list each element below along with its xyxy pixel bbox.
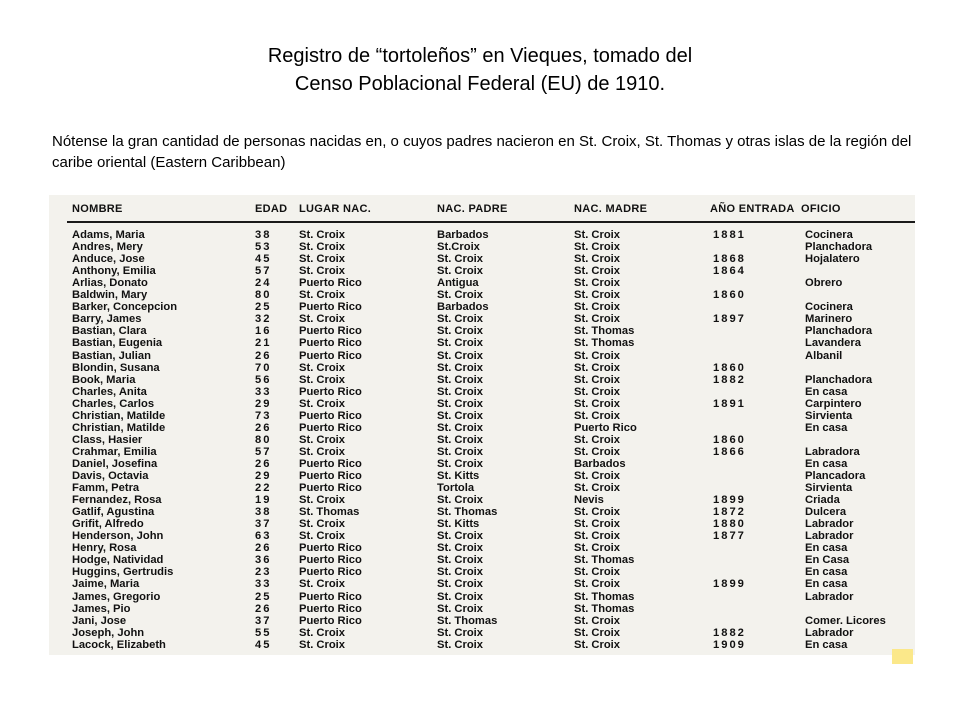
cell-lugar-nac: St. Croix — [299, 229, 346, 241]
cell-oficio: Labrador — [805, 590, 854, 603]
cell-nac-madre: St. Croix — [574, 482, 621, 495]
cell-nac-madre: St. Croix — [574, 542, 621, 555]
cell-nac-padre: St. Croix — [437, 638, 484, 651]
cell-edad: 29 — [255, 397, 272, 410]
cell-nac-padre: Antigua — [437, 277, 479, 290]
cell-edad: 19 — [255, 494, 272, 507]
highlight-marker — [892, 649, 913, 664]
cell-nac-padre: Barbados — [437, 301, 489, 314]
cell-lugar-nac: St. Croix — [299, 253, 346, 266]
cell-lugar-nac: Puerto Rico — [299, 542, 362, 555]
cell-oficio: Dulcera — [805, 506, 847, 519]
cell-edad: 24 — [255, 277, 272, 290]
cell-nac-padre: St. Croix — [437, 578, 484, 591]
cell-oficio: Labrador — [805, 518, 854, 531]
table-row — [49, 350, 915, 362]
cell-ano-entrada: 1882 — [713, 373, 746, 386]
table-row — [49, 410, 915, 422]
cell-oficio: En Casa — [805, 554, 850, 567]
cell-oficio: Cocinera — [805, 229, 853, 241]
cell-nombre: Fernandez, Rosa — [72, 494, 162, 507]
table-row — [49, 506, 915, 518]
cell-nac-madre: St. Croix — [574, 518, 621, 531]
cell-ano-entrada: 1881 — [713, 229, 746, 241]
cell-lugar-nac: Puerto Rico — [299, 566, 362, 579]
cell-lugar-nac: Puerto Rico — [299, 457, 362, 470]
cell-lugar-nac: St. Croix — [299, 397, 346, 410]
cell-lugar-nac: St. Croix — [299, 578, 346, 591]
table-row — [49, 253, 915, 265]
title-line-1: Registro de “tortoleños” en Vieques, tomado del — [267, 45, 693, 67]
cell-lugar-nac: Puerto Rico — [299, 554, 362, 567]
cell-nac-padre: St. Croix — [437, 433, 484, 446]
table-row — [49, 325, 915, 337]
cell-nac-madre: St. Thomas — [574, 337, 635, 350]
table-row — [49, 554, 915, 566]
cell-oficio: Comer. Licores — [805, 614, 886, 627]
cell-nombre: Charles, Anita — [72, 385, 147, 398]
cell-oficio: Lavandera — [805, 337, 861, 350]
cell-nombre: Jaime, Maria — [72, 578, 140, 591]
cell-lugar-nac: St. Croix — [299, 373, 346, 386]
cell-lugar-nac: Puerto Rico — [299, 337, 362, 350]
cell-ano-entrada: 1891 — [713, 397, 746, 410]
cell-nac-madre: St. Croix — [574, 433, 621, 446]
table-row — [49, 470, 915, 482]
cell-edad: 57 — [255, 265, 272, 278]
cell-edad: 38 — [255, 229, 272, 241]
cell-nac-madre: St. Thomas — [574, 325, 635, 338]
cell-oficio: Sirvienta — [805, 409, 853, 422]
cell-lugar-nac: Puerto Rico — [299, 590, 362, 603]
cell-edad: 26 — [255, 421, 272, 434]
table-row — [49, 374, 915, 386]
header-rule — [67, 221, 915, 223]
table-row — [49, 277, 915, 289]
note-paragraph: Nótense la gran cantidad de personas nacidas en, o cuyos padres nacieron en St. Croix, St. Thomas y otras islas de la región del caribe oriental (Eastern Caribbean) — [52, 133, 912, 171]
cell-nac-madre: St. Croix — [574, 385, 621, 398]
table-row — [49, 337, 915, 349]
cell-nac-padre: St. Croix — [437, 265, 484, 278]
cell-nac-madre: St. Thomas — [574, 590, 635, 603]
cell-nac-madre: St. Croix — [574, 361, 621, 374]
table-row — [49, 542, 915, 554]
table-row — [49, 458, 915, 470]
cell-edad: 25 — [255, 590, 272, 603]
cell-oficio: En casa — [805, 542, 848, 555]
cell-nombre: Davis, Octavia — [72, 470, 149, 482]
table-row — [49, 578, 915, 590]
cell-oficio: Planchadora — [805, 325, 873, 338]
cell-edad: 38 — [255, 506, 272, 519]
table-row — [49, 386, 915, 398]
cell-nombre: Hodge, Natividad — [72, 554, 164, 567]
cell-ano-entrada: 1877 — [713, 530, 746, 543]
cell-nombre: Baldwin, Mary — [72, 289, 148, 302]
cell-edad: 36 — [255, 554, 272, 567]
cell-nac-madre: St. Croix — [574, 229, 621, 241]
cell-nombre: Famm, Petra — [72, 482, 140, 495]
cell-lugar-nac: St. Croix — [299, 494, 346, 507]
table-row — [49, 313, 915, 325]
cell-nombre: Anthony, Emilia — [72, 265, 156, 278]
cell-nombre: Crahmar, Emilia — [72, 445, 157, 458]
cell-nombre: James, Gregorio — [72, 590, 161, 603]
cell-oficio: En casa — [805, 421, 848, 434]
cell-ano-entrada: 1899 — [713, 494, 746, 507]
cell-lugar-nac: Puerto Rico — [299, 614, 362, 627]
cell-lugar-nac: St. Croix — [299, 518, 346, 531]
cell-nombre: Christian, Matilde — [72, 421, 166, 434]
cell-lugar-nac: St. Croix — [299, 530, 346, 543]
cell-edad: 37 — [255, 518, 272, 531]
cell-nombre: Adams, Maria — [72, 229, 145, 241]
table-row — [49, 482, 915, 494]
cell-edad: 23 — [255, 566, 272, 579]
cell-nac-madre: St. Croix — [574, 506, 621, 519]
cell-nac-padre: St. Croix — [437, 253, 484, 266]
cell-lugar-nac: St. Thomas — [299, 506, 360, 519]
cell-nombre: Henderson, John — [72, 530, 164, 543]
table-row — [49, 518, 915, 530]
cell-lugar-nac: St. Croix — [299, 265, 346, 278]
cell-edad: 80 — [255, 289, 272, 302]
cell-oficio: Planchadora — [805, 373, 873, 386]
cell-ano-entrada: 1868 — [713, 253, 746, 266]
cell-lugar-nac: Puerto Rico — [299, 385, 362, 398]
cell-nac-padre: Tortola — [437, 482, 475, 495]
cell-nombre: Barker, Concepcion — [72, 301, 178, 314]
cell-nombre: James, Pio — [72, 602, 131, 615]
cell-nac-madre: St. Croix — [574, 289, 621, 302]
cell-oficio: Labrador — [805, 626, 854, 639]
cell-nac-padre: St. Kitts — [437, 518, 480, 531]
cell-lugar-nac: St. Croix — [299, 445, 346, 458]
table-row — [49, 603, 915, 615]
cell-lugar-nac: Puerto Rico — [299, 421, 362, 434]
cell-nac-madre: St. Croix — [574, 349, 621, 362]
cell-nac-padre: St. Croix — [437, 590, 484, 603]
cell-nombre: Joseph, John — [72, 626, 145, 639]
cell-edad: 22 — [255, 482, 272, 495]
cell-nac-madre: St. Thomas — [574, 554, 635, 567]
cell-edad: 26 — [255, 542, 272, 555]
header-nac-padre: NAC. PADRE — [437, 203, 508, 215]
cell-edad: 26 — [255, 457, 272, 470]
cell-nombre: Grifit, Alfredo — [72, 518, 144, 531]
cell-nac-madre: St. Croix — [574, 530, 621, 543]
cell-nac-padre: St. Croix — [437, 542, 484, 555]
header-oficio: OFICIO — [801, 203, 841, 215]
cell-lugar-nac: Puerto Rico — [299, 349, 362, 362]
cell-nombre: Bastian, Julian — [72, 349, 151, 362]
cell-edad: 55 — [255, 626, 272, 639]
cell-nac-padre: St. Croix — [437, 494, 484, 507]
cell-lugar-nac: Puerto Rico — [299, 409, 362, 422]
cell-nac-padre: Barbados — [437, 229, 489, 241]
cell-nombre: Bastian, Eugenia — [72, 337, 163, 350]
cell-oficio: En casa — [805, 638, 848, 651]
cell-nac-madre: Puerto Rico — [574, 421, 637, 434]
cell-lugar-nac: Puerto Rico — [299, 602, 362, 615]
cell-nac-madre: Barbados — [574, 457, 626, 470]
cell-edad: 33 — [255, 385, 272, 398]
cell-ano-entrada: 1860 — [713, 433, 746, 446]
cell-nombre: Charles, Carlos — [72, 397, 155, 410]
cell-oficio: Sirvienta — [805, 482, 853, 495]
cell-nac-madre: St. Croix — [574, 578, 621, 591]
cell-nac-madre: St. Croix — [574, 301, 621, 314]
cell-nombre: Christian, Matilde — [72, 409, 166, 422]
cell-lugar-nac: St. Croix — [299, 289, 346, 302]
cell-edad: 57 — [255, 445, 272, 458]
cell-edad: 26 — [255, 602, 272, 615]
table-row — [49, 229, 915, 241]
header-edad: EDAD — [255, 203, 288, 215]
cell-nac-madre: Nevis — [574, 494, 604, 507]
cell-nombre: Arlias, Donato — [72, 277, 148, 290]
cell-lugar-nac: St. Croix — [299, 433, 346, 446]
cell-nac-padre: St. Croix — [437, 313, 484, 326]
cell-edad: 29 — [255, 470, 272, 482]
cell-ano-entrada: 1866 — [713, 445, 746, 458]
cell-edad: 26 — [255, 349, 272, 362]
cell-edad: 70 — [255, 361, 272, 374]
cell-nombre: Class, Hasier — [72, 433, 143, 446]
cell-nombre: Gatlif, Agustina — [72, 506, 155, 519]
cell-nac-padre: St. Croix — [437, 626, 484, 639]
cell-edad: 37 — [255, 614, 272, 627]
table-row — [49, 615, 915, 627]
table-row — [49, 639, 915, 651]
cell-edad: 56 — [255, 373, 272, 386]
cell-nac-madre: St. Croix — [574, 265, 621, 278]
cell-nac-madre: St. Croix — [574, 638, 621, 651]
table-row — [49, 566, 915, 578]
cell-nac-padre: St. Croix — [437, 361, 484, 374]
cell-ano-entrada: 1882 — [713, 626, 746, 639]
cell-nombre: Lacock, Elizabeth — [72, 638, 166, 651]
cell-nac-madre: St. Croix — [574, 470, 621, 482]
cell-nombre: Blondin, Susana — [72, 361, 160, 374]
cell-nac-padre: St. Croix — [437, 566, 484, 579]
cell-nombre: Daniel, Josefina — [72, 457, 158, 470]
table-row — [49, 530, 915, 542]
title-line-2: Censo Poblacional Federal (EU) de 1910. — [294, 73, 666, 95]
cell-nac-madre: St. Croix — [574, 566, 621, 579]
header-nombre: NOMBRE — [72, 203, 123, 215]
cell-nac-madre: St. Croix — [574, 445, 621, 458]
cell-edad: 33 — [255, 578, 272, 591]
cell-edad: 63 — [255, 530, 272, 543]
cell-lugar-nac: Puerto Rico — [299, 325, 362, 338]
cell-edad: 45 — [255, 253, 272, 266]
cell-oficio: Marinero — [805, 313, 853, 326]
cell-lugar-nac: St. Croix — [299, 241, 346, 254]
header-nac-madre: NAC. MADRE — [574, 203, 648, 215]
cell-nombre: Huggins, Gertrudis — [72, 566, 174, 579]
census-table-scan — [49, 195, 915, 655]
cell-nac-padre: St. Croix — [437, 445, 484, 458]
cell-nac-padre: St. Croix — [437, 602, 484, 615]
cell-edad: 32 — [255, 313, 272, 326]
cell-nac-padre: St. Croix — [437, 554, 484, 567]
cell-nac-padre: St. Croix — [437, 289, 484, 302]
header-ano-entrada: AÑO ENTRADA — [710, 203, 795, 215]
cell-edad: 80 — [255, 433, 272, 446]
table-row — [49, 241, 915, 253]
cell-nombre: Anduce, Jose — [72, 253, 145, 266]
cell-nac-padre: St. Croix — [437, 337, 484, 350]
cell-edad: 21 — [255, 337, 272, 350]
cell-nac-madre: St. Croix — [574, 614, 621, 627]
cell-lugar-nac: St. Croix — [299, 313, 346, 326]
cell-oficio: Albanil — [805, 349, 843, 362]
cell-nac-madre: St. Croix — [574, 253, 621, 266]
cell-oficio: Hojalatero — [805, 253, 860, 266]
cell-ano-entrada: 1899 — [713, 578, 746, 591]
cell-ano-entrada: 1872 — [713, 506, 746, 519]
cell-nombre: Book, Maria — [72, 373, 136, 386]
cell-oficio: En casa — [805, 385, 848, 398]
cell-nac-padre: St. Croix — [437, 349, 484, 362]
cell-oficio: Cocinera — [805, 301, 853, 314]
cell-lugar-nac: Puerto Rico — [299, 482, 362, 495]
table-row — [49, 362, 915, 374]
cell-lugar-nac: St. Croix — [299, 638, 346, 651]
cell-nac-padre: St. Croix — [437, 325, 484, 338]
cell-edad: 25 — [255, 301, 272, 314]
cell-edad: 16 — [255, 325, 272, 338]
cell-lugar-nac: Puerto Rico — [299, 470, 362, 482]
cell-lugar-nac: St. Croix — [299, 361, 346, 374]
cell-ano-entrada: 1897 — [713, 313, 746, 326]
cell-nac-madre: St. Croix — [574, 626, 621, 639]
cell-oficio: En casa — [805, 566, 848, 579]
table-row — [49, 265, 915, 277]
cell-oficio: Labrador — [805, 530, 854, 543]
cell-ano-entrada: 1880 — [713, 518, 746, 531]
cell-nombre: Andres, Mery — [72, 241, 143, 254]
cell-oficio: En casa — [805, 457, 848, 470]
cell-nombre: Bastian, Clara — [72, 325, 147, 338]
cell-nac-padre: St. Croix — [437, 421, 484, 434]
table-row — [49, 627, 915, 639]
cell-oficio: Labradora — [805, 445, 860, 458]
cell-oficio: Plancadora — [805, 470, 866, 482]
cell-oficio: Obrero — [805, 277, 843, 290]
cell-nombre: Barry, James — [72, 313, 142, 326]
cell-nac-padre: St.Croix — [437, 241, 480, 254]
table-row — [49, 434, 915, 446]
cell-nac-padre: St. Croix — [437, 530, 484, 543]
slide-title — [0, 42, 960, 98]
cell-oficio: Criada — [805, 494, 840, 507]
cell-oficio: En casa — [805, 578, 848, 591]
cell-ano-entrada: 1860 — [713, 289, 746, 302]
cell-edad: 45 — [255, 638, 272, 651]
header-lugar-nac: LUGAR NAC. — [299, 203, 372, 215]
cell-nombre: Jani, Jose — [72, 614, 127, 627]
table-row — [49, 494, 915, 506]
cell-nac-padre: St. Kitts — [437, 470, 480, 482]
cell-nac-padre: St. Croix — [437, 373, 484, 386]
cell-nac-padre: St. Thomas — [437, 614, 498, 627]
cell-nac-padre: St. Croix — [437, 457, 484, 470]
table-row — [49, 301, 915, 313]
cell-edad: 53 — [255, 241, 272, 254]
table-row — [49, 591, 915, 603]
table-row — [49, 398, 915, 410]
cell-nac-madre: St. Croix — [574, 397, 621, 410]
table-row — [49, 422, 915, 434]
cell-lugar-nac: St. Croix — [299, 626, 346, 639]
cell-oficio: Carpintero — [805, 397, 862, 410]
cell-edad: 73 — [255, 409, 272, 422]
cell-nombre: Henry, Rosa — [72, 542, 137, 555]
cell-nac-padre: St. Croix — [437, 385, 484, 398]
cell-ano-entrada: 1909 — [713, 638, 746, 651]
table-row — [49, 289, 915, 301]
cell-nac-madre: St. Thomas — [574, 602, 635, 615]
cell-nac-padre: St. Croix — [437, 397, 484, 410]
cell-lugar-nac: Puerto Rico — [299, 277, 362, 290]
table-row — [49, 446, 915, 458]
cell-nac-madre: St. Croix — [574, 241, 621, 254]
cell-nac-madre: St. Croix — [574, 313, 621, 326]
cell-ano-entrada: 1860 — [713, 361, 746, 374]
cell-nac-padre: St. Thomas — [437, 506, 498, 519]
cell-nac-padre: St. Croix — [437, 409, 484, 422]
cell-oficio: Planchadora — [805, 241, 873, 254]
cell-ano-entrada: 1864 — [713, 265, 746, 278]
cell-nac-madre: St. Croix — [574, 277, 621, 290]
cell-lugar-nac: Puerto Rico — [299, 301, 362, 314]
cell-nac-madre: St. Croix — [574, 373, 621, 386]
cell-nac-madre: St. Croix — [574, 409, 621, 422]
